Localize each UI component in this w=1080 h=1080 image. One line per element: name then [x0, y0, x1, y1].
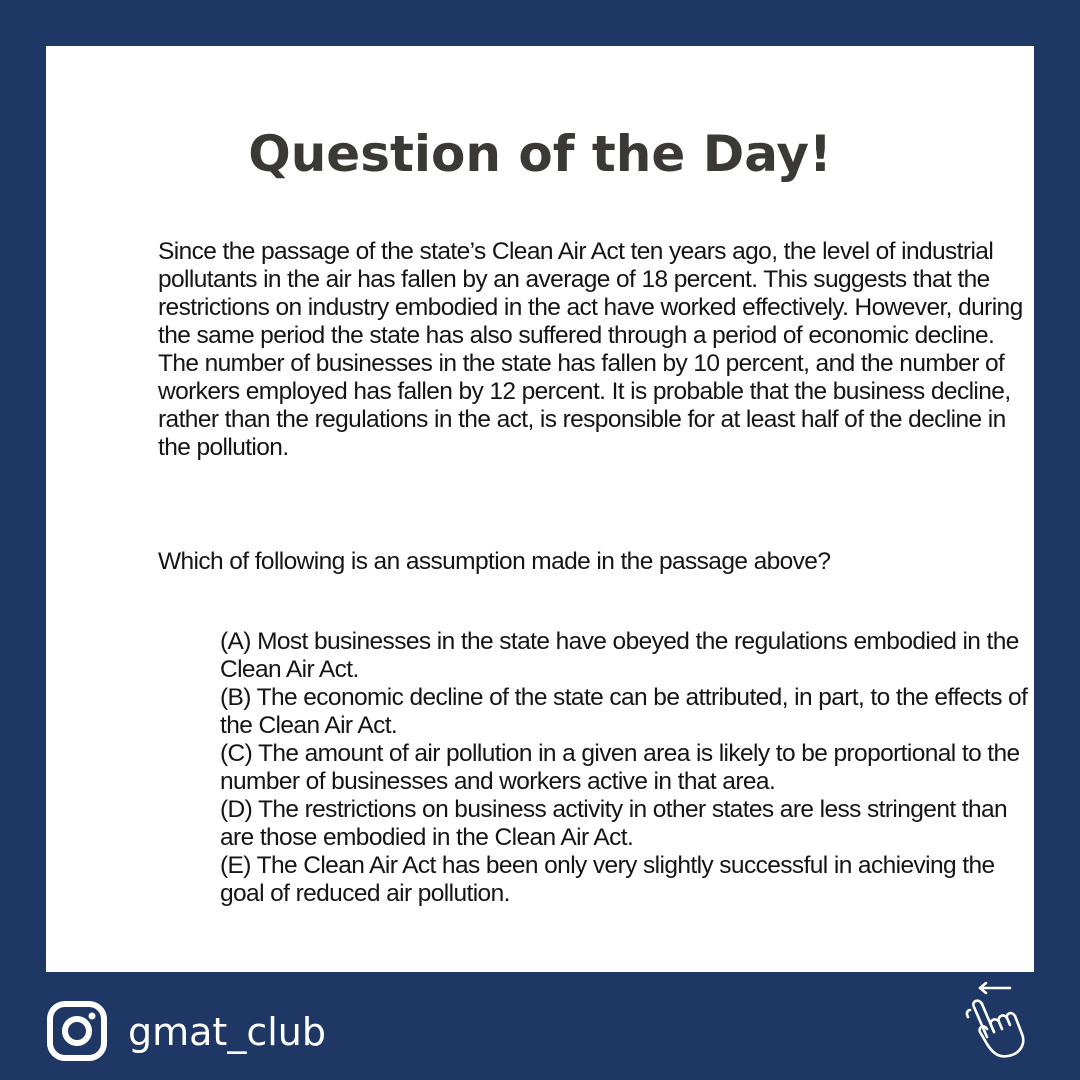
answer-option-b: (B) The economic decline of the state can be attributed, in part, to the effects of the Clean Air Act.	[220, 684, 1028, 739]
answer-option-a: (A) Most businesses in the state have obeyed the regulations embodied in the Clean Air Act.	[220, 628, 1019, 683]
question-card	[46, 46, 1034, 972]
page-title: Question of the Day!	[248, 125, 832, 183]
instagram-handle[interactable]: gmat_club	[128, 1010, 326, 1054]
answer-options	[220, 628, 1040, 908]
answer-option-c: (C) The amount of air pollution in a given area is likely to be proportional to the number of businesses and workers active in that area.	[220, 740, 1020, 795]
instagram-icon[interactable]	[46, 1000, 108, 1062]
question-prompt: Which of following is an assumption made in the passage above?	[158, 548, 831, 575]
answer-option-e: (E) The Clean Air Act has been only very slightly successful in achieving the goal of reduced air pollution.	[220, 852, 995, 907]
question-passage: Since the passage of the state’s Clean Air Act ten years ago, the level of industrial pollutants in the air has fallen by an average of 18 percent. This suggests that the restrictions on industry embodied in the act have worked effectively. However, during the same period the state has also suffered through a period of economic decline. The number of businesses in the state has fallen by 10 percent, and the number of workers employed has fallen by 12 percent. It is probable that the business decline, rather than the regulations in the act, is responsible for at least half of the decline in the pollution.	[158, 238, 1023, 461]
answer-option-d: (D) The restrictions on business activity in other states are less stringent than are those embodied in the Clean Air Act.	[220, 796, 1008, 851]
swipe-hand-icon	[960, 980, 1030, 1060]
